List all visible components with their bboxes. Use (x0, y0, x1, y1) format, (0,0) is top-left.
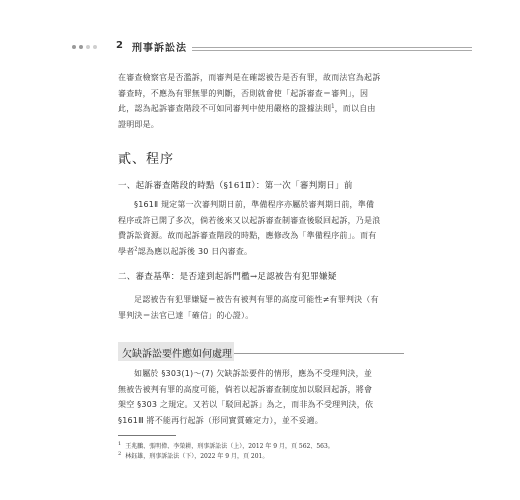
text-segment: 學者 (118, 246, 135, 256)
subsection1-paragraph (118, 197, 404, 259)
dot-icon (93, 45, 97, 49)
section-title: 貳、程序 (118, 152, 175, 167)
text-line (118, 244, 404, 260)
subsection-heading: 一、起訴審查階段的時點（§161Ⅱ）：第一次「審判期日」前 (118, 181, 353, 191)
dot-icon (86, 45, 90, 49)
subsection2-paragraph (118, 292, 404, 323)
book-title: 刑事訴訟法 (132, 43, 187, 54)
text-line: 程序或許已開了多次，倘若後來又以起訴審查制審查後駁回起訴，乃是浪 (118, 215, 381, 225)
intro-paragraph (118, 70, 404, 132)
footnote-mark: 2 (118, 451, 122, 457)
footnote-text: 林鈺雄，刑事訴訟法（下），2022 年 9 月，頁 201。 (125, 453, 269, 460)
text-line: 架空 §303 之規定。又若以「駁回起訴」為之，而非為不受理判決，依 (118, 400, 374, 409)
text-line: 證明即是。 (118, 119, 159, 129)
text-line: §161Ⅲ 將不能再行起訴（形同實質確定力），並不妥適。 (118, 415, 323, 425)
header-rule (192, 47, 472, 48)
text-line: 罪判決＝法官已達「確信」的心證）。 (118, 310, 254, 320)
box-paragraph (118, 366, 404, 428)
page-header (72, 40, 472, 60)
header-dots (72, 45, 100, 51)
dot-icon (72, 45, 76, 49)
dot-icon (79, 45, 83, 49)
text-line: 如屬於 §303(1)～(7) 欠缺訴訟要件的情形，應為不受理判決，並 (134, 369, 373, 378)
text-segment: 認為應以起訴後 30 日內審查。 (137, 246, 253, 256)
footnote-ref: 2 (134, 245, 138, 252)
text-line: 費訴訟資源。故而起訴審查階段的時點，應修改為「準備程序前」。而有 (118, 231, 377, 240)
subsection-heading: 二、審查基準：是否達到起訴門檻→足認被告有犯罪嫌疑 (118, 272, 337, 282)
text-segment: 此，認為起訴審查階段不可如同審判中使用嚴格的證據法則 (118, 104, 332, 113)
box-title-text: 欠缺訴訟要件應如何處理 (122, 349, 232, 360)
header-rule (192, 50, 472, 51)
text-segment: ，而以自由 (334, 104, 376, 113)
text-line: 無被告被判有罪的高度可能，倘若以起訴審查制度加以駁回起訴，將會 (118, 384, 373, 394)
box-title-rule (234, 353, 404, 354)
footnote-ref: 1 (331, 103, 335, 110)
footnote (118, 441, 334, 450)
text-line: 審查時，不應為有罪無罪的判斷，否則就會使「起訴審查＝審判」，因 (118, 88, 369, 98)
text-line: 在審查檢察官是否濫訴，而審判是在確認被告是否有罪，故而法官為起訴 (118, 73, 381, 82)
footnote (118, 451, 268, 460)
text-line (118, 101, 404, 117)
text-line: 足認被告有犯罪嫌疑＝被告有被判有罪的高度可能性≠有罪判決（有 (134, 295, 379, 304)
footnote-text: 王兆鵬、張明偉、李榮耕，刑事訴訟法（上），2012 年 9 月，頁 562、563。 (125, 443, 334, 450)
box-title (118, 342, 234, 361)
page-number: 2 (116, 40, 123, 51)
text-line: §161Ⅱ 規定第一次審判期日前，準備程序亦屬於審判期日前，準備 (134, 200, 375, 209)
footnote-rule (118, 435, 176, 436)
footnote-mark: 1 (118, 441, 122, 447)
